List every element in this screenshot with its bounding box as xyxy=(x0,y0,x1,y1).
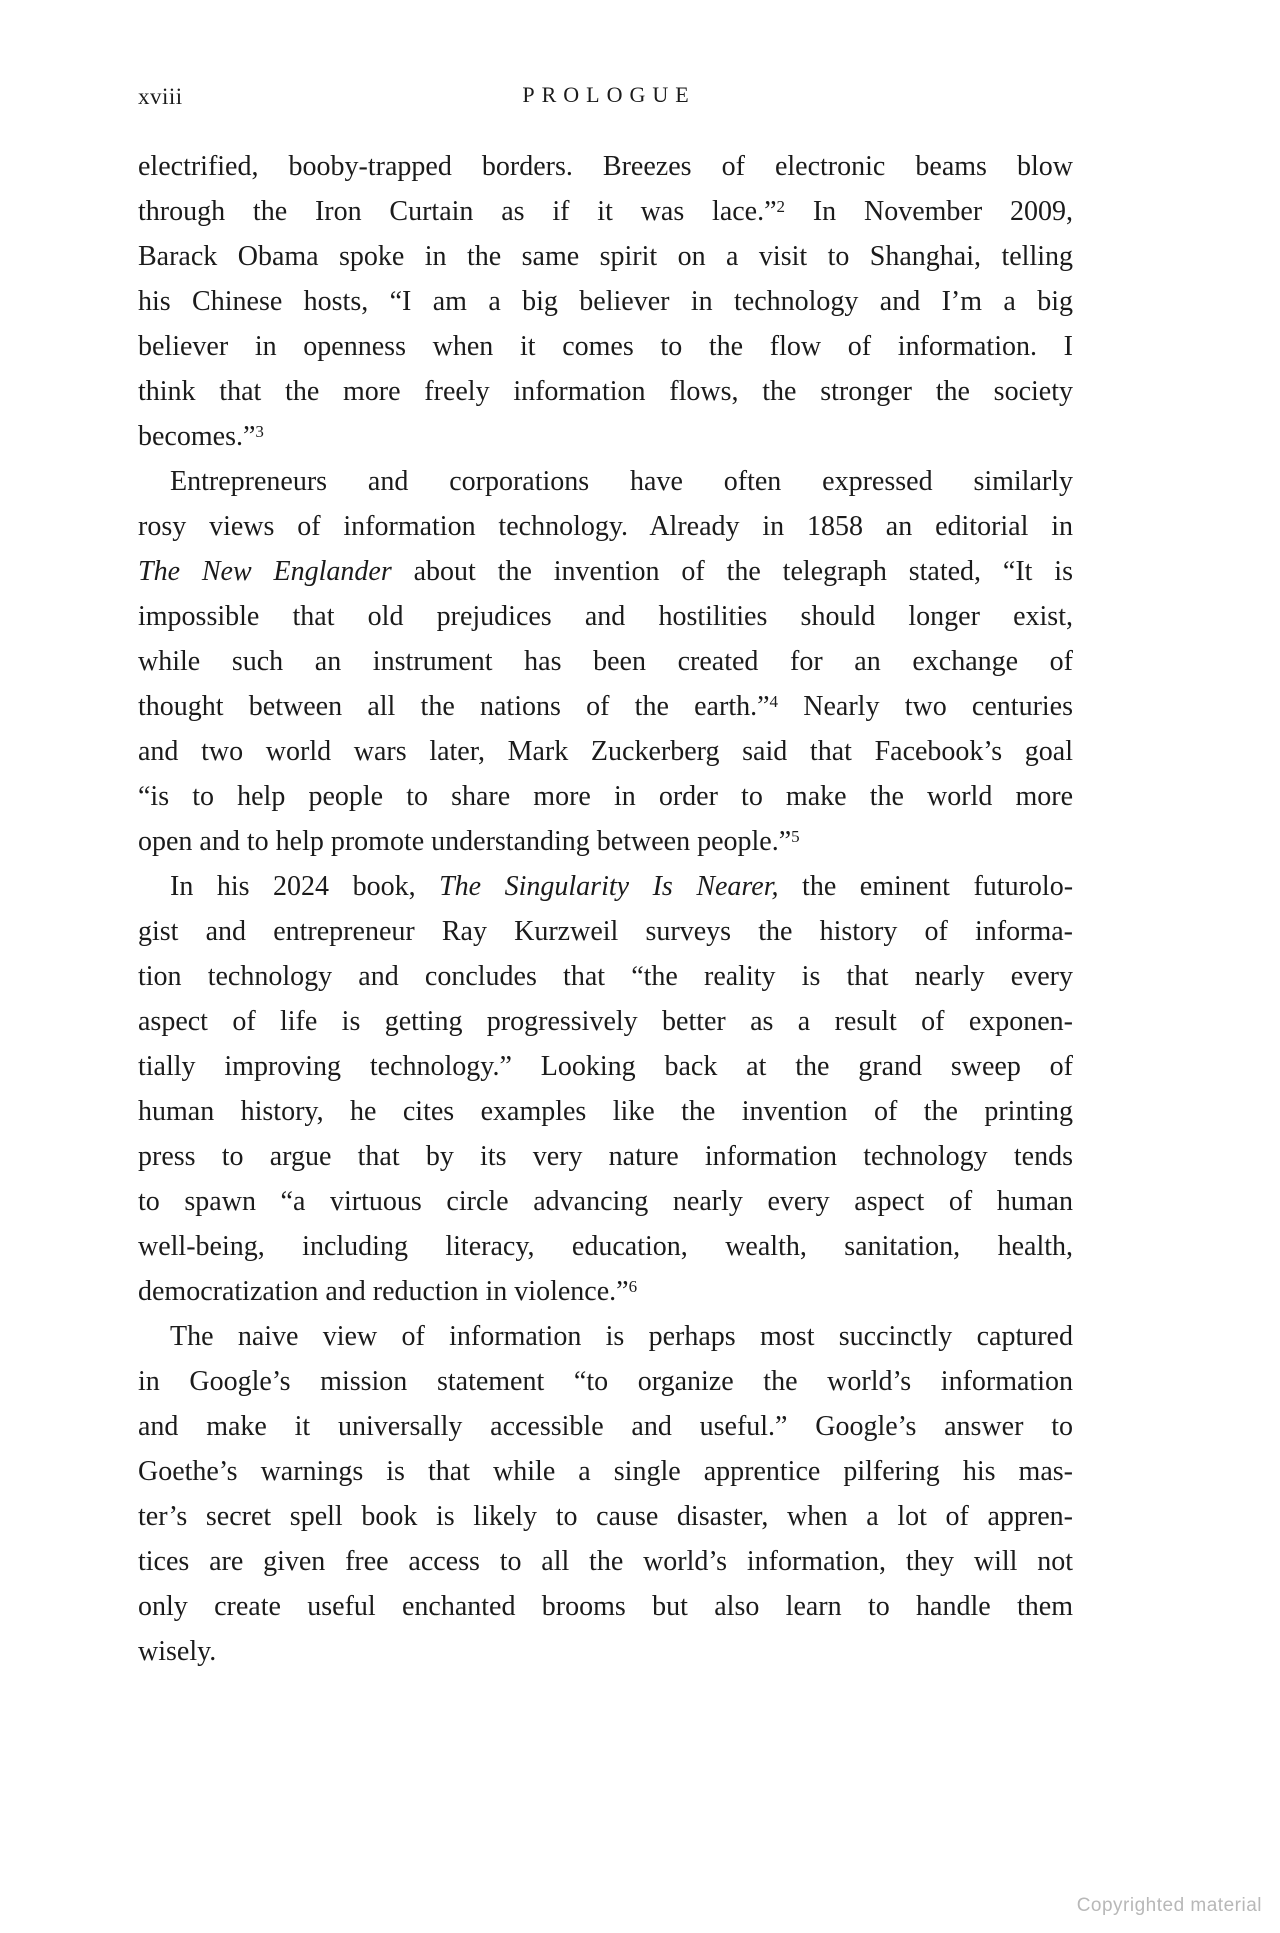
text-segment: while such an instrument has been created for an exchange of xyxy=(138,646,1073,677)
text-line xyxy=(138,819,1073,864)
text-segment: gist and entrepreneur Ray Kurzweil surveys the history of informa- xyxy=(138,916,1073,947)
footnote-reference: 4 xyxy=(769,692,779,712)
text-line xyxy=(138,1314,1073,1359)
text-segment: ter’s secret spell book is likely to cause disaster, when a lot of appren- xyxy=(138,1501,1073,1532)
text-line xyxy=(138,1179,1073,1224)
text-segment: rosy views of information technology. Already in 1858 an editorial in xyxy=(138,511,1073,542)
text-segment: tion technology and concludes that “the reality is that nearly every xyxy=(138,961,1073,992)
text-segment: human history, he cites examples like the invention of the printing xyxy=(138,1096,1073,1127)
text-segment: think that the more freely information flows, the stronger the society xyxy=(138,376,1073,407)
text-line xyxy=(138,414,1073,459)
text-line xyxy=(138,1089,1073,1134)
footnote-reference: 3 xyxy=(255,422,264,442)
text-segment: Nearly two centuries xyxy=(778,691,1073,722)
text-segment: In his 2024 book, xyxy=(170,871,440,902)
text-line xyxy=(138,1359,1073,1404)
text-line xyxy=(138,1224,1073,1269)
text-segment: aspect of life is getting progressively better as a result of exponen- xyxy=(138,1006,1073,1037)
text-line xyxy=(138,234,1073,279)
text-segment: and two world wars later, Mark Zuckerberg said that Facebook’s goal xyxy=(138,736,1073,767)
text-line xyxy=(138,999,1073,1044)
text-line xyxy=(138,1494,1073,1539)
text-line xyxy=(138,324,1073,369)
text-segment: democratization and reduction in violence.” xyxy=(138,1276,629,1307)
text-line xyxy=(138,639,1073,684)
text-line xyxy=(138,1134,1073,1179)
text-segment: his Chinese hosts, “I am a big believer in technology and I’m a big xyxy=(138,286,1073,317)
text-line xyxy=(138,189,1073,234)
footnote-reference: 5 xyxy=(791,827,800,847)
text-line xyxy=(138,594,1073,639)
text-column xyxy=(138,82,1073,1674)
text-segment: Goethe’s warnings is that while a single apprentice pilfering his mas- xyxy=(138,1456,1073,1487)
text-segment: thought between all the nations of the earth.” xyxy=(138,691,770,722)
text-line xyxy=(138,864,1073,909)
copyright-watermark: Copyrighted material xyxy=(1076,1895,1262,1916)
text-line xyxy=(138,144,1073,189)
text-line xyxy=(138,549,1073,594)
text-segment: through the Iron Curtain as if it was lace.” xyxy=(138,196,777,227)
page-number: xviii xyxy=(138,84,183,109)
text-line xyxy=(138,1584,1073,1629)
text-line xyxy=(138,1044,1073,1089)
text-segment: In November 2009, xyxy=(785,196,1073,227)
text-segment: the eminent futurolo- xyxy=(778,871,1074,902)
text-segment: and make it universally accessible and useful.” Google’s answer to xyxy=(138,1411,1073,1442)
text-line xyxy=(138,1629,1073,1674)
text-segment: press to argue that by its very nature information technology tends xyxy=(138,1141,1073,1172)
text-line xyxy=(138,774,1073,819)
page-header xyxy=(138,82,1073,112)
text-segment: in Google’s mission statement “to organize the world’s information xyxy=(138,1366,1073,1397)
text-segment: believer in openness when it comes to the flow of information. I xyxy=(138,331,1073,362)
text-segment: well-being, including literacy, education, wealth, sanitation, health, xyxy=(138,1231,1073,1262)
italic-title: The New Englander xyxy=(138,556,392,587)
text-segment: Barack Obama spoke in the same spirit on a visit to Shanghai, telling xyxy=(138,241,1073,272)
text-segment: open and to help promote understanding between people.” xyxy=(138,826,792,857)
text-segment: The naive view of information is perhaps most succinctly captured xyxy=(170,1321,1073,1352)
text-line xyxy=(138,459,1073,504)
text-line xyxy=(138,954,1073,999)
italic-title: The Singularity Is Nearer, xyxy=(439,871,779,902)
text-line xyxy=(138,279,1073,324)
text-segment: tially improving technology.” Looking back at the grand sweep of xyxy=(138,1051,1073,1082)
text-segment: to spawn “a virtuous circle advancing nearly every aspect of human xyxy=(138,1186,1073,1217)
text-line xyxy=(138,504,1073,549)
text-segment: Entrepreneurs and corporations have often expressed similarly xyxy=(170,466,1073,497)
text-segment: tices are given free access to all the world’s information, they will not xyxy=(138,1546,1073,1577)
text-line xyxy=(138,1404,1073,1449)
text-segment: “is to help people to share more in order to make the world more xyxy=(138,781,1073,812)
text-line xyxy=(138,1539,1073,1584)
text-line xyxy=(138,1449,1073,1494)
text-line xyxy=(138,369,1073,414)
text-segment: wisely. xyxy=(138,1636,217,1667)
text-line xyxy=(138,909,1073,954)
footnote-reference: 2 xyxy=(776,197,786,217)
text-segment: impossible that old prejudices and hostilities should longer exist, xyxy=(138,601,1073,632)
body-text xyxy=(138,144,1073,1674)
text-line xyxy=(138,1269,1073,1314)
text-segment: becomes.” xyxy=(138,421,256,452)
running-head-title: PROLOGUE xyxy=(522,82,696,107)
text-segment: electrified, booby-trapped borders. Breezes of electronic beams blow xyxy=(138,151,1073,182)
text-line xyxy=(138,729,1073,774)
text-segment: about the invention of the telegraph stated, “It is xyxy=(391,556,1073,587)
text-segment: only create useful enchanted brooms but also learn to handle them xyxy=(138,1591,1073,1622)
footnote-reference: 6 xyxy=(628,1277,638,1297)
text-line xyxy=(138,684,1073,729)
